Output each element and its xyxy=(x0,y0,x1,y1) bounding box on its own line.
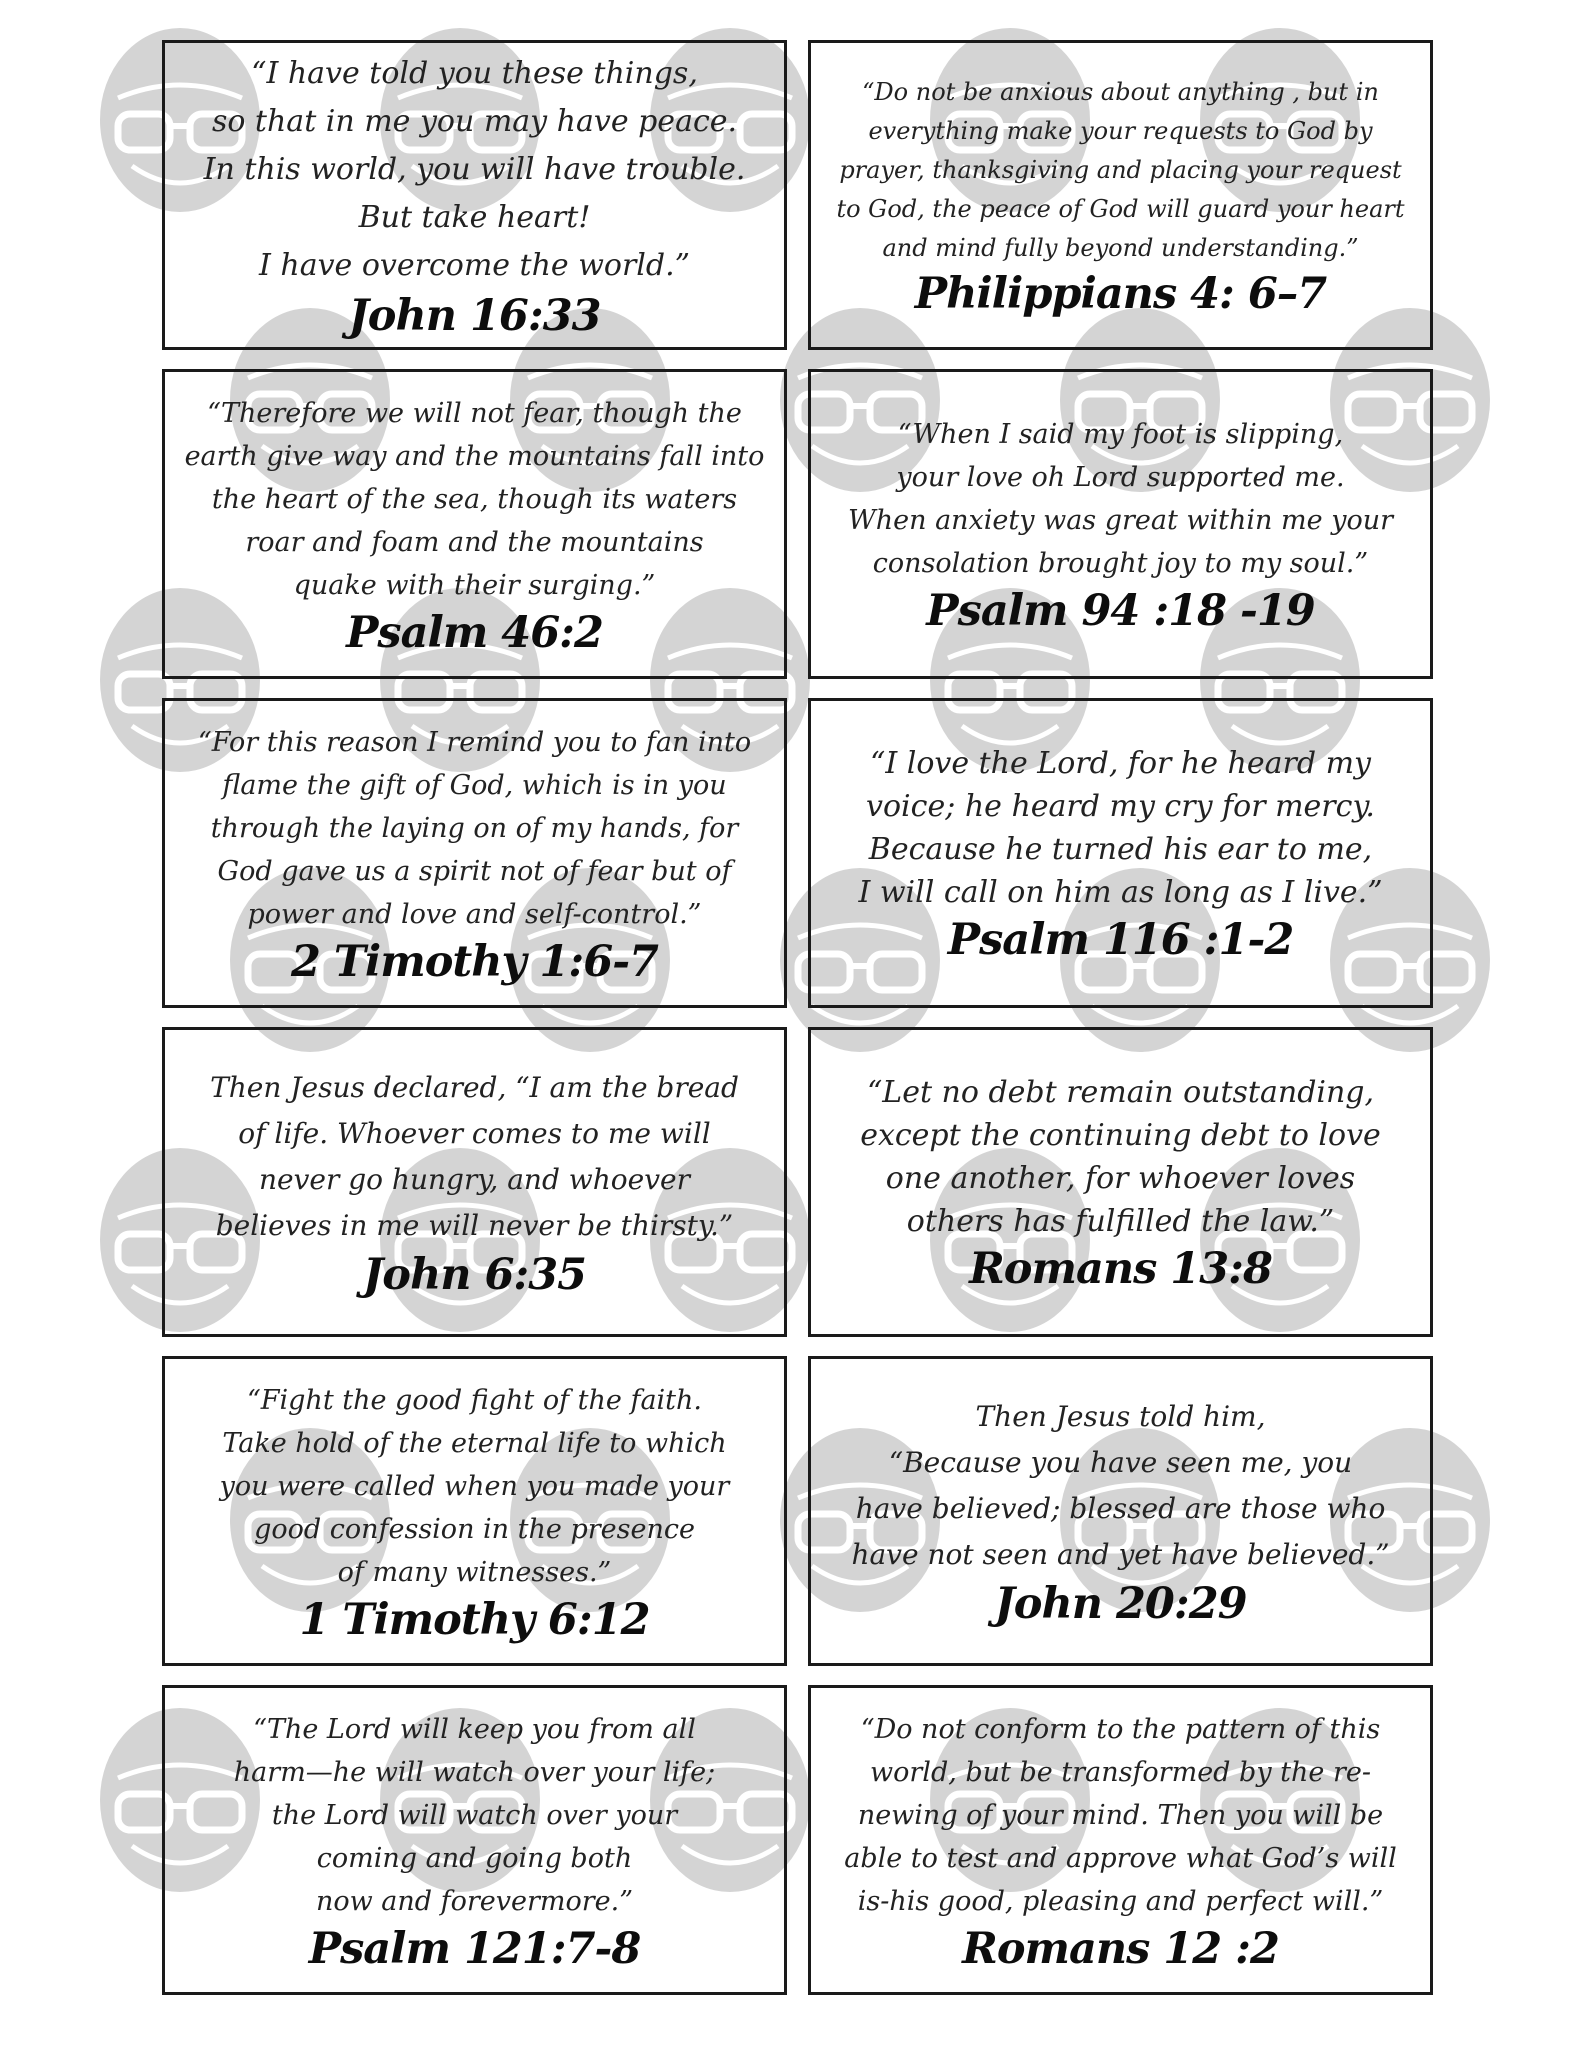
verse-text: Then Jesus declared, “I am the bread of life. Whoever comes to me will never go hungry, and whoever believes in me will never be thirsty.” xyxy=(210,1071,739,1243)
verse-reference: 1 Timothy 6:12 xyxy=(299,1594,650,1645)
verse-reference: Romans 13:8 xyxy=(969,1244,1272,1295)
verse-text: Then Jesus told him, “Because you have seen me, you have believed; blessed are those who have not seen and yet have believed.” xyxy=(851,1400,1390,1572)
verse-card xyxy=(162,1027,787,1337)
verse-card xyxy=(808,1027,1433,1337)
verse-reference: Psalm 46:2 xyxy=(346,607,603,658)
verse-reference: Philippians 4: 6–7 xyxy=(914,268,1327,319)
verse-reference: John 16:33 xyxy=(348,291,601,342)
verse-card xyxy=(808,1685,1433,1995)
verse-reference: 2 Timothy 1:6-7 xyxy=(291,936,658,987)
verse-card xyxy=(162,698,787,1008)
verse-text: “I have told you these things, so that in me you may have peace. In this world, you will have trouble. But take heart! I have overcome the world.” xyxy=(203,56,746,284)
verse-card xyxy=(162,369,787,679)
verse-text: “Let no debt remain outstanding, except the continuing debt to love one another, for whoever loves others has fulfilled the law.” xyxy=(860,1075,1381,1240)
verse-text: “When I said my foot is slipping, your love oh Lord supported me. When anxiety was great within me your consolation brought joy to my soul.” xyxy=(847,419,1393,580)
verse-card xyxy=(808,698,1433,1008)
verse-card xyxy=(162,1356,787,1666)
verse-reference: John 6:35 xyxy=(362,1250,587,1301)
verse-card xyxy=(808,40,1433,350)
verse-reference: Romans 12 :2 xyxy=(962,1923,1279,1974)
verse-card xyxy=(808,1356,1433,1666)
verse-reference: Psalm 116 :1-2 xyxy=(947,915,1294,966)
verse-reference: Psalm 121:7-8 xyxy=(308,1923,641,1974)
verse-card xyxy=(162,40,787,350)
verse-reference: John 20:29 xyxy=(994,1579,1247,1630)
verse-card xyxy=(162,1685,787,1995)
verse-text: “Do not conform to the pattern of this world, but be transformed by the re- newing of your mind. Then you will be able to test and approve what God’s will is-his good, pleasing and perfect will.” xyxy=(844,1713,1397,1917)
verse-text: “For this reason I remind you to fan into flame the gift of God, which is in you through the laying on of my hands, for God gave us a spirit not of fear but of power and love and self-control.” xyxy=(197,726,752,930)
verse-card xyxy=(808,369,1433,679)
verse-text: “Do not be anxious about anything , but in everything make your requests to God by prayer, thanksgiving and placing your request to God, the peace of God will guard your heart and mind fully beyond understanding.” xyxy=(836,77,1405,262)
verse-text: “The Lord will keep you from all harm—he will watch over your life; the Lord will watch over your coming and going both now and forevermore.” xyxy=(233,1713,716,1917)
verse-text: “Fight the good fight of the faith. Take hold of the eternal life to which you were called when you made your good confession in the presence of many witnesses.” xyxy=(219,1384,730,1588)
verse-reference: Psalm 94 :18 -19 xyxy=(926,586,1315,637)
verse-text: “I love the Lord, for he heard my voice; he heard my cry for mercy. Because he turned his ear to me, I will call on him as long as I live.” xyxy=(858,746,1383,911)
verse-text: “Therefore we will not fear, though the earth give way and the mountains fall into the heart of the sea, though its waters roar and foam and the mountains quake with their surging.” xyxy=(184,397,765,601)
